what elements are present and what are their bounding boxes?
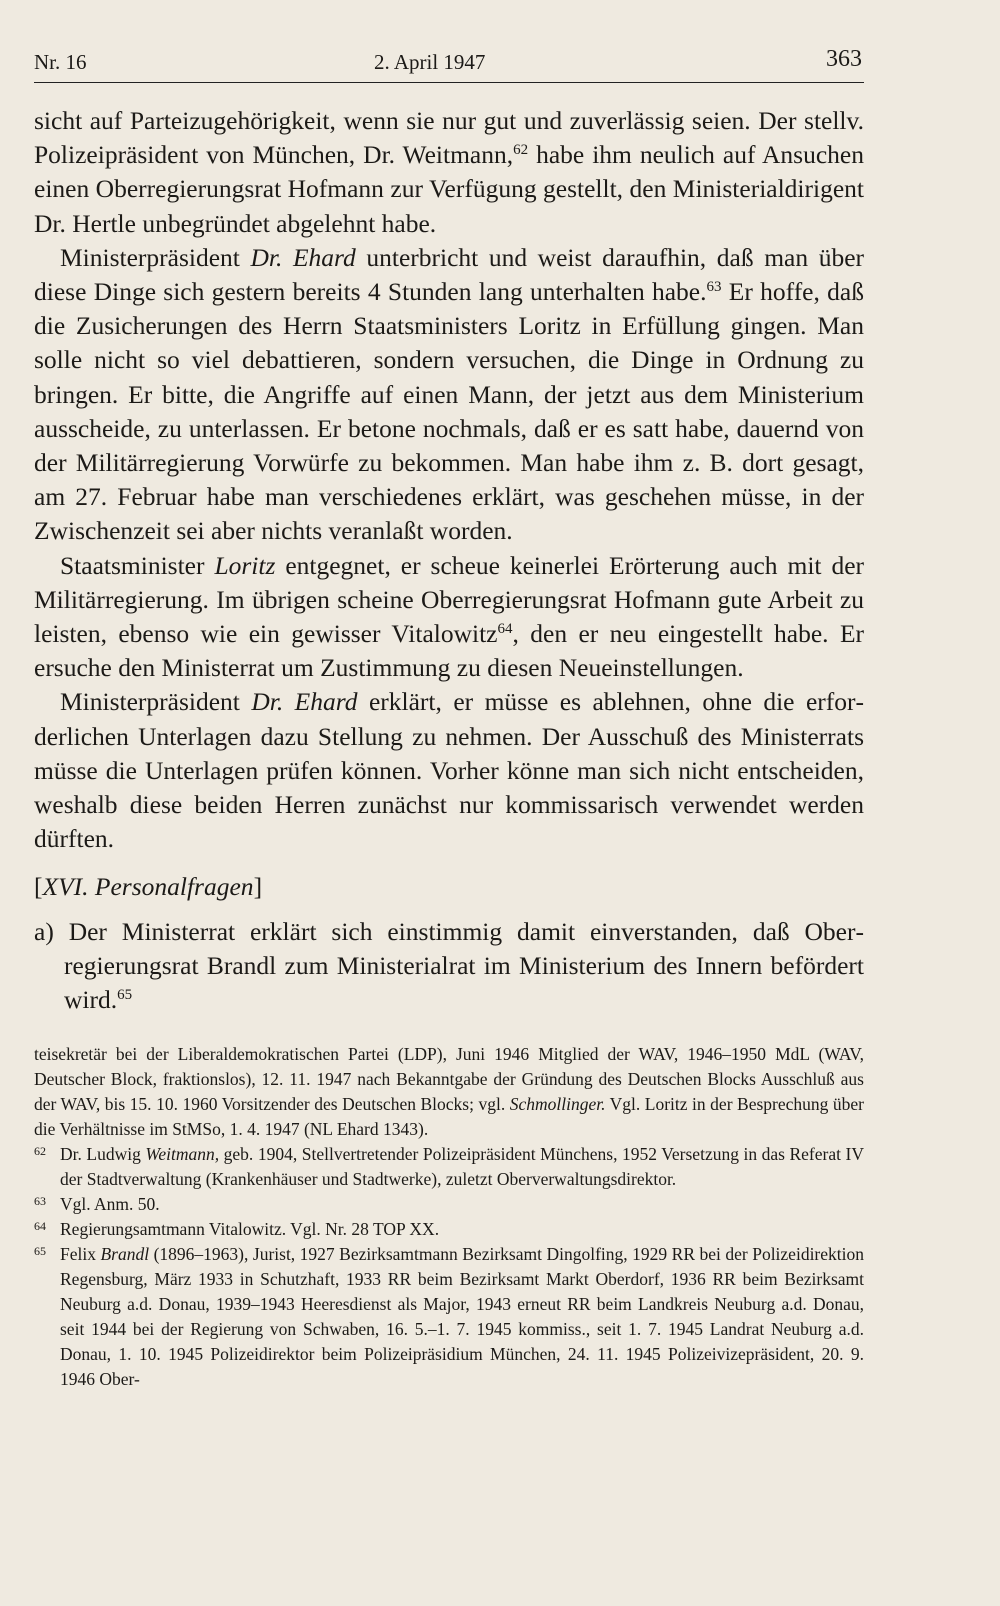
footnote-ref-62: 62 [513,142,529,159]
text-span: unterbricht und weist daraufhin, daß man über diese Dinge sich gestern bereits 4 Stunden lang unterhalten habe. [34,242,864,307]
text-span: sicht auf Parteizugehörigkeit, wenn sie nur gut und zuverlässig seien. Der stellv. Polizeipräsident von München, Dr. Weitmann, [34,106,864,170]
text-span: Ministerpräsident [60,687,252,717]
text-span: Vgl. Loritz in der Besprechung über die Verhältnisse im StMSo, 1. 4. 1947 (NL Ehard 1343). [34,1094,864,1139]
text-span: Regierungsamtmann Vitalowitz. Vgl. Nr. 28 TOP XX. [60,1219,440,1239]
page-number: 363 [826,46,862,72]
document-number: Nr. 16 [34,50,87,74]
header-rule [34,82,864,83]
main-text [34,104,864,1017]
text-span: Ministerpräsident [60,242,251,272]
document-date: 2. April 1947 [374,50,486,74]
bracket: [ [34,872,43,902]
text-span: Staatsminister [60,550,215,580]
text-span: erklärt, er müsse es ablehnen, ohne die erforderlichen Unterlagen dazu Stellung zu nehmen. Der Ausschuß des Ministerrats müsse die Unterlagen prüfen können. Vorher könne man sich nicht entscheiden, weshalb diese beiden Herren zunächst nur kommissarisch verwendet werden dürften. [34,687,864,854]
text-span: Dr. Ludwig [60,1144,146,1164]
speaker-name: Dr. Ehard [250,242,356,272]
footnote-62: 62 Dr. Ludwig Weitmann, geb. 1904, Stellvertretender Polizeipräsident Münchens, 1952 Versetzung in das Referat IV der Stadtverwaltung (Krankenhäuser und Stadtwerke), zuletzt Oberverwaltungsdirektor. [34,1144,864,1189]
text-span: a) Der Ministerrat erklärt sich einstimmig damit einverstanden, daß Oberregierungsrat Brandl zum Ministerialrat im Ministerium des Innern befördert wird. [34,916,864,1015]
section-title: XVI. Personalfragen [42,872,254,902]
footnote-65: 65 Felix Brandl (1896–1963), Jurist, 1927 Bezirksamtmann Bezirksamt Dingolfing, 1929 RR bei der Polizeidirektion Regensburg, März 1933 in Schutzhaft, 1933 RR beim Bezirksamt Markt Oberdorf, 1936 RR beim Bezirksamt Neuburg a.d. Donau, 1939–1943 Heeresdienst als Major, 1943 erneut RR beim Landkreis Neuburg a.d. Donau, seit 1944 bei der Regierung von Schwaben, 16. 5.–1. 7. 1945 kommiss., seit 1. 7. 1945 Landrat Neuburg a.d. Donau, 1. 10. 1945 Polizeidirektor beim Polizeipräsidium München, 24. 11. 1945 Polizeivizepräsident, 20. 9. 1946 Ober- [34,1244,864,1389]
paragraph-continuation [34,104,864,241]
text-span: (1896–1963), Jurist, 1927 Bezirksamtmann Bezirksamt Dingolfing, 1929 RR bei der Polizeidirektion Regensburg, März 1933 in Schutzhaft, 1933 RR beim Bezirksamt Markt Oberdorf, 1936 RR beim Bezirksamt Neuburg a.d. Donau, 1939–1943 Heeresdienst als Major, 1943 erneut RR beim Landkreis Neuburg a.d. Donau, seit 1944 bei der Regierung von Schwaben, 16. 5.–1. 7. 1945 kommiss., seit 1. 7. 1945 Landrat Neuburg a.d. Donau, 1. 10. 1945 Polizeidirektor beim Polizeipräsidium München, 24. 11. 1945 Polizeivizepräsident, 20. 9. 1946 Ober- [60,1244,864,1389]
footnote-63: 63 Vgl. Anm. 50. [34,1194,160,1214]
speaker-name: Dr. Ehard [251,687,358,717]
footnote-continuation [34,1042,864,1142]
text-span: entgegnet, er scheue keinerlei Erörterung auch mit der Militärregierung. Im übrigen scheine Oberregierungsrat Hofmann gute Arbeit zu leisten, ebenso wie ein gewisser Vitalowitz [34,550,865,649]
bracket: ] [253,872,263,902]
footnote-ref-63: 63 [706,279,722,296]
footnote-ref-65: 65 [117,987,133,1004]
text-span: teisekretär bei der Liberaldemokratischen Partei (LDP), Juni 1946 Mitglied der WAV, 1946–1950 MdL (WAV, Deutscher Block, fraktionslos), 12. 11. 1947 nach Bekanntgabe der Gründung des Deutschen Blocks Ausschluß aus der WAV, bis 15. 10. 1960 Vorsitzender des Deutschen Blocks; vgl. [34,1044,864,1114]
running-header [34,46,862,80]
footnote-64: 64 Regierungsamtmann Vitalowitz. Vgl. Nr. 28 TOP XX. [34,1219,440,1239]
text-span: habe ihm neulich auf Ansuchen einen Oberregierungsrat Hofmann zur Verfügung gestellt, den Ministerialdirigent Dr. Hertle unbegründet abgelehnt habe. [34,140,864,238]
text-span: Er hoffe, daß die Zusicherungen des Herrn Staatsministers Loritz in Erfüllung gingen. Man solle nicht so viel debattieren, sondern versuchen, die Dinge in Ordnung zu bringen. Er bitte, die Angriffe auf einen Mann, der jetzt aus dem Ministerium ausscheide, zu unterlassen. Er betone nochmals, daß er es satt habe, dauernd von der Militärregierung Vorwürfe zu bekommen. Man habe ihm z. B. dort gesagt, am 27. Februar habe man verschiedenes erklärt, was geschehen müsse, in der Zwischenzeit sei aber nichts veranlaßt worden. [34,277,864,546]
agenda-item-a [34,915,864,1018]
paragraph-ehard-1 [34,241,864,549]
cited-name: Weitmann, [145,1144,220,1164]
text-span: , den er neu eingestellt habe. Er ersuche den Ministerrat um Zustimmung zu diesen Neueinstellungen. [34,619,865,683]
text-span: geb. 1904, Stellvertretender Polizeipräsident Münchens, 1952 Versetzung in das Referat IV der Stadtverwaltung (Krankenhäuser und Stadtwerke), zuletzt Oberverwaltungsdirektor. [60,1144,864,1189]
cited-name: Brandl [100,1244,150,1264]
paragraph-ehard-2 [34,685,864,856]
paragraph-loritz [34,549,864,686]
footnotes [34,1042,864,1392]
text-span: Vgl. Anm. 50. [60,1194,160,1214]
speaker-name: Loritz [214,550,276,580]
footnote-ref-64: 64 [497,621,513,638]
section-heading [34,870,864,904]
text-span: Felix [60,1244,101,1264]
cited-name: Schmollinger. [509,1094,606,1114]
